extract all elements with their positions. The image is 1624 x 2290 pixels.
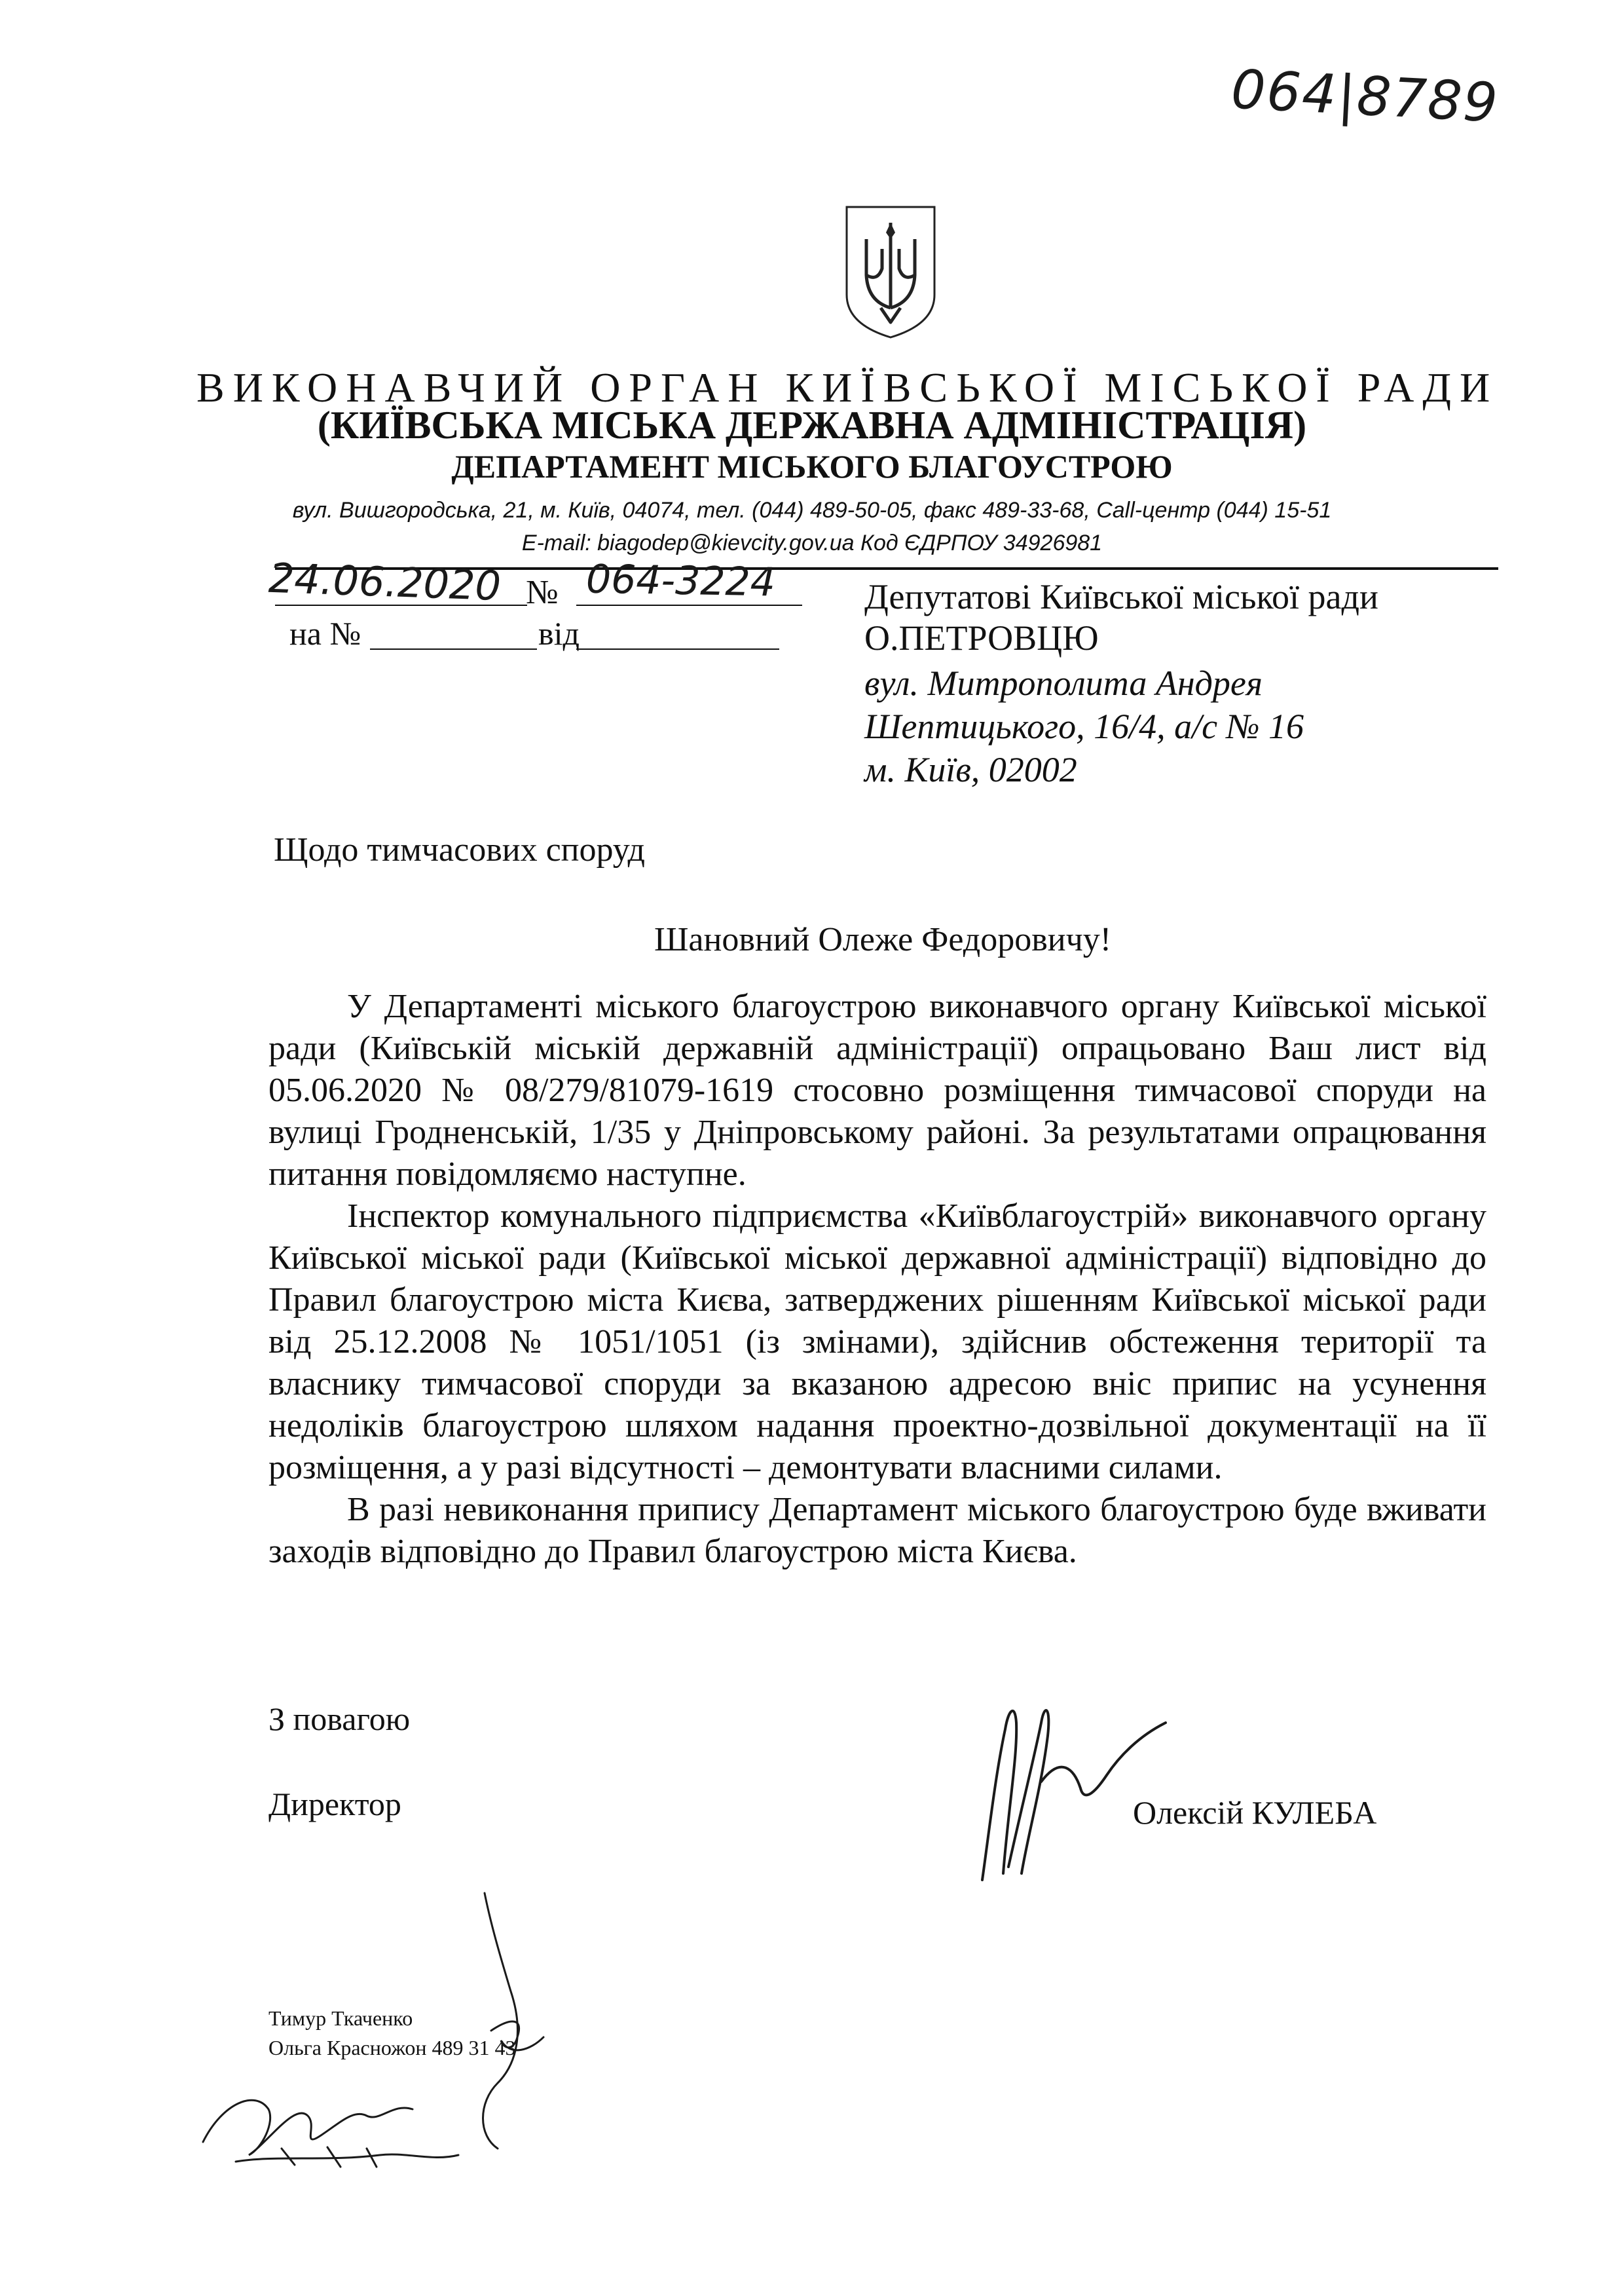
recipient-city: м. Київ, 02002 [864,750,1077,789]
recipient-street-cont: Шептицького, 16/4, а/с № 16 [864,707,1304,746]
outgoing-date: 24.06.2020 [267,554,502,610]
reference-number-underline [370,648,537,650]
reference-date-underline [576,648,779,650]
outgoing-number: 064-3224 [585,556,776,606]
header-admin-line: (КИЇВСЬКА МІСЬКА ДЕРЖАВНА АДМІНІСТРАЦІЯ) [317,404,1307,447]
signatory-name: Олексій КУЛЕБА [1133,1794,1377,1831]
header-email-code: E-mail: biagodep@kievcity.gov.ua Код ЄДРПОУ 34926981 [521,531,1103,555]
letter-subject: Щодо тимчасових споруд [274,831,645,869]
salutation: Шановний Олеже Федоровичу! [654,921,1112,958]
reference-date-label: від [538,615,580,652]
header-department-line: ДЕПАРТАМЕНТ МІСЬКОГО БЛАГОУСТРОЮ [451,448,1173,485]
number-underline [576,605,802,606]
body-paragraph: Інспектор комунального підприємства «Київблагоустрій» виконавчого органу Київської міської ради (Київської міської державної адміністрації) відповідно до Правил благоустрою міста Києва, затверджених рішенням Київської міської ради від 25.12.2008 № 1051/1051 (із змінами), здійснив обстеження території та власнику тимчасової споруди за вказаною адресою вніс припис на усунення недоліків благоустрою шляхом надання проектно-дозвільної документації на її розміщення, а у разі відсутності – демонтувати власними силами. [268,1197,1486,1486]
trident-coat-of-arms-icon [841,203,940,341]
letter-body [268,986,1486,1573]
recipient-name: О.ПЕТРОВЦЮ [864,618,1099,658]
reference-number-label: на № [289,615,361,652]
header-org-line: ВИКОНАВЧИЙ ОРГАН КИЇВСЬКОЇ МІСЬКОЇ РАДИ [196,364,1499,411]
executor-initial-signature [452,1886,583,2162]
executor-name-phone: Ольга Красножон 489 31 43 [268,2036,516,2059]
outgoing-number-sign: № [526,574,559,611]
body-paragraph: У Департаменті міського благоустрою виконавчого органу Київської міської ради (Київській міській державній адміністрації) опрацьовано Ваш лист від 05.06.2020 № 08/279/81079-1619 стосовно розміщення тимчасової споруди на вулиці Гродненській, 1/35 у Дніпровському районі. За результатами опрацювання питання повідомляємо наступне. [268,988,1486,1193]
body-paragraph: В разі невиконання припису Департамент міського благоустрою буде вживати заходів відповідно до Правил благоустрою міста Києва. [268,1491,1486,1570]
recipient-street: вул. Митрополита Андрея [864,664,1263,703]
executor-name: Тимур Ткаченко [268,2006,413,2030]
registration-mark: 064|8789 [1229,58,1501,135]
closing-regards: З повагою [268,1700,411,1737]
date-underline [275,605,527,606]
executor-signature [196,2063,471,2175]
director-signature [943,1677,1179,1900]
recipient-title: Депутатові Київської міської ради [864,577,1378,616]
header-contacts: вул. Вишгородська, 21, м. Київ, 04074, тел. (044) 489-50-05, факс 489-33-68, Call-центр (044) 15-51 [292,498,1332,523]
signatory-position: Директор [268,1786,401,1822]
